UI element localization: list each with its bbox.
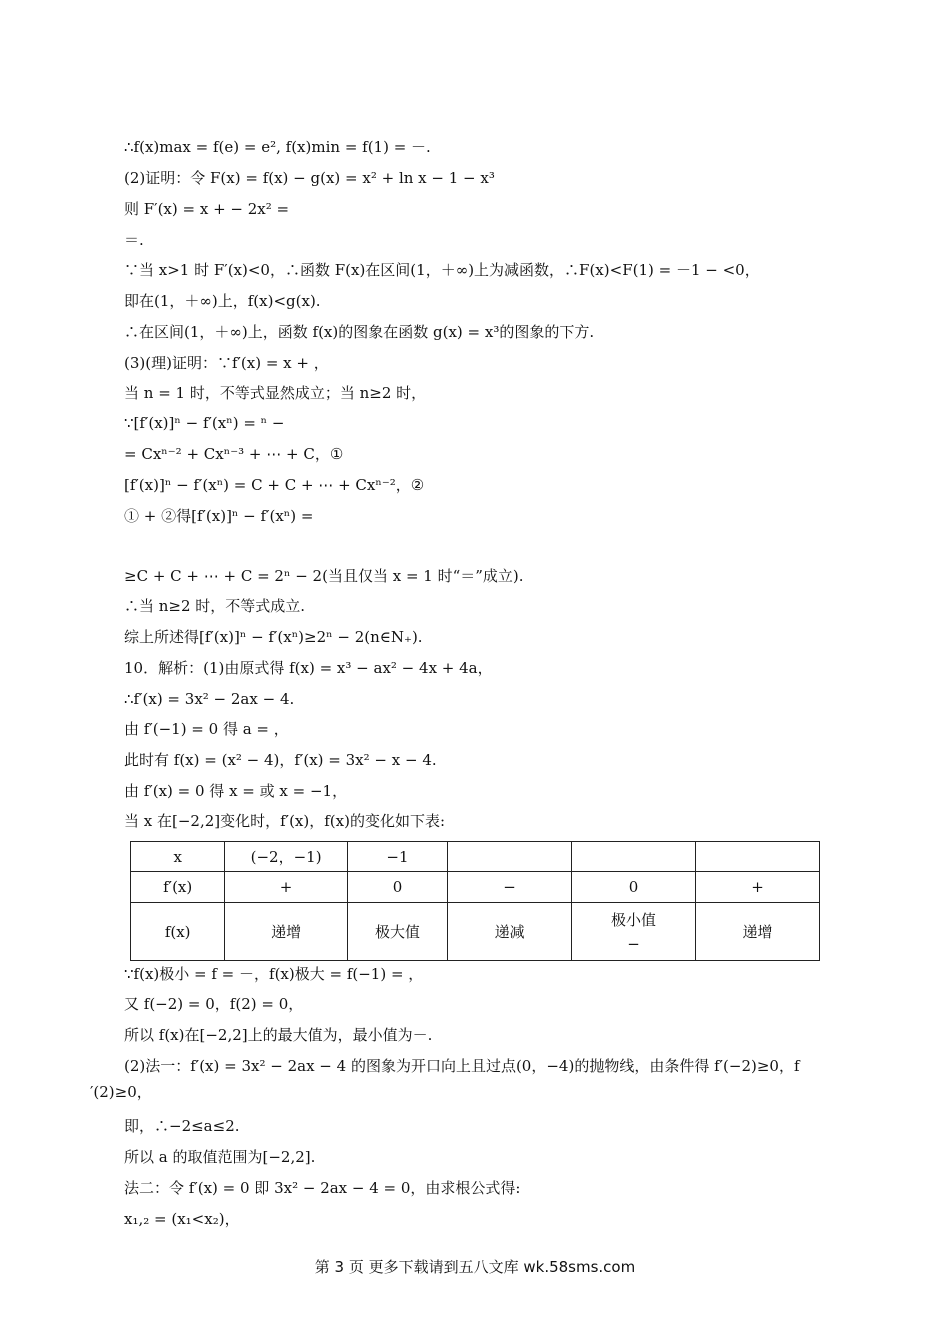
- text-line: 所以 a 的取值范围为[−2,2].: [124, 1148, 316, 1166]
- table-cell: 0: [572, 872, 696, 903]
- text-line: ① + ②得[f′(x)]ⁿ − f′(xⁿ) =: [124, 507, 314, 525]
- text-line: ′(2)≥0，: [90, 1083, 152, 1101]
- text-line: 此时有 f(x) = (x² − 4)，f′(x) = 3x² − x − 4.: [124, 751, 437, 769]
- text-line: 当 n = 1 时，不等式显然成立；当 n≥2 时，: [124, 384, 427, 402]
- text-line: 由 f′(x) = 0 得 x = 或 x = −1，: [124, 782, 348, 800]
- text-line: ∵f(x)极小 = f = －，f(x)极大 = f(−1) = ，: [124, 965, 424, 983]
- text-line: = Cxⁿ⁻² + Cxⁿ⁻³ + ⋯ + C，①: [124, 445, 344, 463]
- text-line: ≥C + C + ⋯ + C = 2ⁿ − 2(当且仅当 x = 1 时“＝”成立).: [124, 567, 524, 585]
- text-line: 综上所述得[f′(x)]ⁿ − f′(xⁿ)≥2ⁿ − 2(n∈N₊).: [124, 628, 423, 646]
- table-row: [131, 872, 820, 903]
- table-cell: 递减: [448, 903, 572, 961]
- text-line: ∵[f′(x)]ⁿ − f′(xⁿ) = ⁿ −: [124, 414, 285, 432]
- table-row: [131, 903, 820, 961]
- variation-table: [130, 841, 820, 961]
- text-line: (2)证明：令 F(x) = f(x) − g(x) = x² + ln x − 1 − x³: [124, 169, 495, 187]
- text-line: 10．解析：(1)由原式得 f(x) = x³ − ax² − 4x + 4a，: [124, 659, 493, 677]
- text-line: 即，∴−2≤a≤2.: [124, 1117, 240, 1135]
- table-cell: −1: [347, 842, 447, 872]
- text-line: 则 F′(x) = x + − 2x² =: [124, 200, 290, 218]
- table-cell: (−2，−1): [225, 842, 348, 872]
- table-cell: +: [225, 872, 348, 903]
- text-line: (2)法一：f′(x) = 3x² − 2ax − 4 的图象为开口向上且过点(0，−4)的抛物线，由条件得 f′(−2)≥0，f: [124, 1057, 800, 1075]
- table-cell: 0: [347, 872, 447, 903]
- table-cell: −: [448, 872, 572, 903]
- text-line: 即在(1，＋∞)上，f(x)<g(x).: [124, 292, 321, 310]
- text-line: ∴f′(x) = 3x² − 2ax − 4.: [124, 690, 295, 708]
- table-cell: 极小值 −: [572, 903, 696, 961]
- text-line: 由 f′(−1) = 0 得 a = ，: [124, 720, 289, 738]
- table-cell: +: [696, 872, 820, 903]
- table-cell: f(x): [131, 903, 225, 961]
- text-line: ＝.: [124, 231, 144, 249]
- text-line: ∴当 n≥2 时，不等式成立.: [124, 597, 306, 615]
- text-line: (3)(理)证明：∵f′(x) = x + ，: [124, 354, 329, 372]
- table-cell: [696, 842, 820, 872]
- table-row: [131, 842, 820, 872]
- text-line: ∴f(x)max = f(e) = e², f(x)min = f(1) = －.: [124, 138, 431, 156]
- text-line: 又 f(−2) = 0，f(2) = 0，: [124, 995, 304, 1013]
- text-line: ∴在区间(1，＋∞)上，函数 f(x)的图象在函数 g(x) = x³的图象的下方.: [124, 323, 595, 341]
- page-footer: 第 3 页 更多下载请到五八文库 wk.58sms.com: [314, 1258, 636, 1276]
- table-cell: 递增: [696, 903, 820, 961]
- table-cell: 递增: [225, 903, 348, 961]
- text-line: ∵当 x>1 时 F′(x)<0，∴函数 F(x)在区间(1，＋∞)上为减函数，∴F(x)<F(1) = －1 − <0，: [124, 261, 760, 279]
- text-line: 法二：令 f′(x) = 0 即 3x² − 2ax − 4 = 0，由求根公式得:: [124, 1179, 521, 1197]
- table-cell: 极大值: [347, 903, 447, 961]
- table-cell: [448, 842, 572, 872]
- table-cell: f′(x): [131, 872, 225, 903]
- table-cell: [572, 842, 696, 872]
- text-line: x₁,₂ = (x₁<x₂)，: [124, 1210, 240, 1228]
- text-line: 当 x 在[−2,2]变化时，f′(x)，f(x)的变化如下表:: [124, 812, 446, 830]
- text-line: [f′(x)]ⁿ − f′(xⁿ) = C + C + ⋯ + Cxⁿ⁻²，②: [124, 476, 425, 494]
- text-line: 所以 f(x)在[−2,2]上的最大值为，最小值为－.: [124, 1026, 433, 1044]
- table-cell: x: [131, 842, 225, 872]
